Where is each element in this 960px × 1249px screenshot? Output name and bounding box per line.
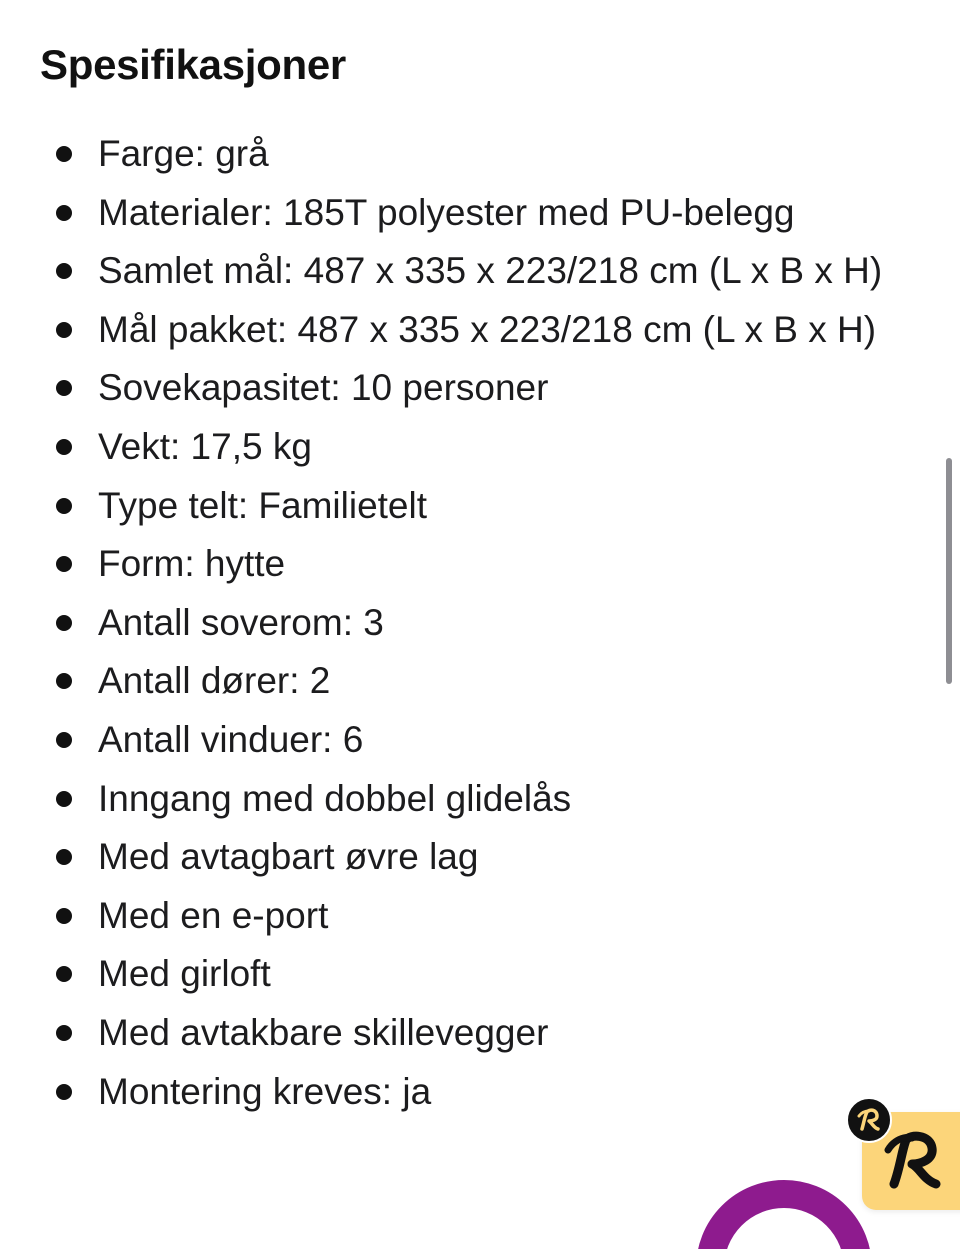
bullet-icon: [56, 791, 72, 807]
spec-item-tent-type: [0, 477, 900, 536]
spec-item-e-port: [0, 887, 900, 946]
bullet-icon: [56, 380, 72, 396]
spec-text: Med girloft: [98, 953, 271, 995]
spec-text: Inngang med dobbel glidelås: [98, 777, 572, 819]
bullet-icon: [56, 673, 72, 689]
spec-text: Mål pakket: 487 x 335 x 223/218 cm (L x B x H): [98, 308, 877, 350]
spec-text: Type telt: Familietelt: [98, 484, 428, 526]
spec-text: Samlet mål: 487 x 335 x 223/218 cm (L x B x H): [98, 250, 883, 292]
bullet-icon: [56, 263, 72, 279]
spec-item-windows: [0, 711, 900, 770]
spec-item-packed-size: [0, 301, 900, 360]
scrollbar-thumb[interactable]: [946, 458, 952, 684]
spec-list: [0, 125, 900, 1121]
r-small-glyph-icon: [855, 1106, 883, 1134]
bullet-icon: [56, 1084, 72, 1100]
bullet-icon: [56, 908, 72, 924]
spec-text: Materialer: 185T polyester med PU-belegg: [98, 191, 795, 233]
spec-text: Form: hytte: [98, 543, 286, 585]
bullet-icon: [56, 556, 72, 572]
bullet-icon: [56, 966, 72, 982]
spec-item-dividers: [0, 1004, 900, 1063]
bullet-icon: [56, 322, 72, 338]
spec-item-doors: [0, 652, 900, 711]
spec-item-materials: [0, 184, 900, 243]
spec-text: Montering kreves: ja: [98, 1070, 432, 1112]
spec-item-bedrooms: [0, 594, 900, 653]
bullet-icon: [56, 849, 72, 865]
spec-text: Med avtagbart øvre lag: [98, 836, 479, 878]
bullet-icon: [56, 732, 72, 748]
spec-item-total-size: [0, 242, 900, 301]
spec-text: Antall dører: 2: [98, 660, 331, 702]
spec-text: Vekt: 17,5 kg: [98, 425, 312, 467]
section-heading: Spesifikasjoner: [40, 41, 346, 88]
bullet-icon: [56, 146, 72, 162]
spec-item-entrance: [0, 770, 900, 829]
bullet-icon: [56, 615, 72, 631]
spec-text: Farge: grå: [98, 133, 269, 174]
spec-text: Sovekapasitet: 10 personer: [98, 367, 549, 409]
purple-ring-icon[interactable]: [696, 1180, 872, 1249]
spec-item-gear-loft: [0, 945, 900, 1004]
spec-item-shape: [0, 535, 900, 594]
spec-text: Antall vinduer: 6: [98, 718, 364, 760]
r-small-logo-icon[interactable]: [846, 1097, 892, 1143]
spec-item-sleeping-capacity: [0, 359, 900, 418]
spec-item-weight: [0, 418, 900, 477]
bullet-icon: [56, 498, 72, 514]
bullet-icon: [56, 205, 72, 221]
r-logo-icon[interactable]: [880, 1128, 946, 1194]
spec-text: Antall soverom: 3: [98, 601, 384, 643]
bullet-icon: [56, 439, 72, 455]
bullet-icon: [56, 1025, 72, 1041]
spec-item-assembly: [0, 1063, 900, 1122]
spec-text: Med en e-port: [98, 894, 329, 936]
spec-item-removable-layer: [0, 828, 900, 887]
spec-text: Med avtakbare skillevegger: [98, 1011, 549, 1053]
spec-item-color: [0, 125, 900, 184]
